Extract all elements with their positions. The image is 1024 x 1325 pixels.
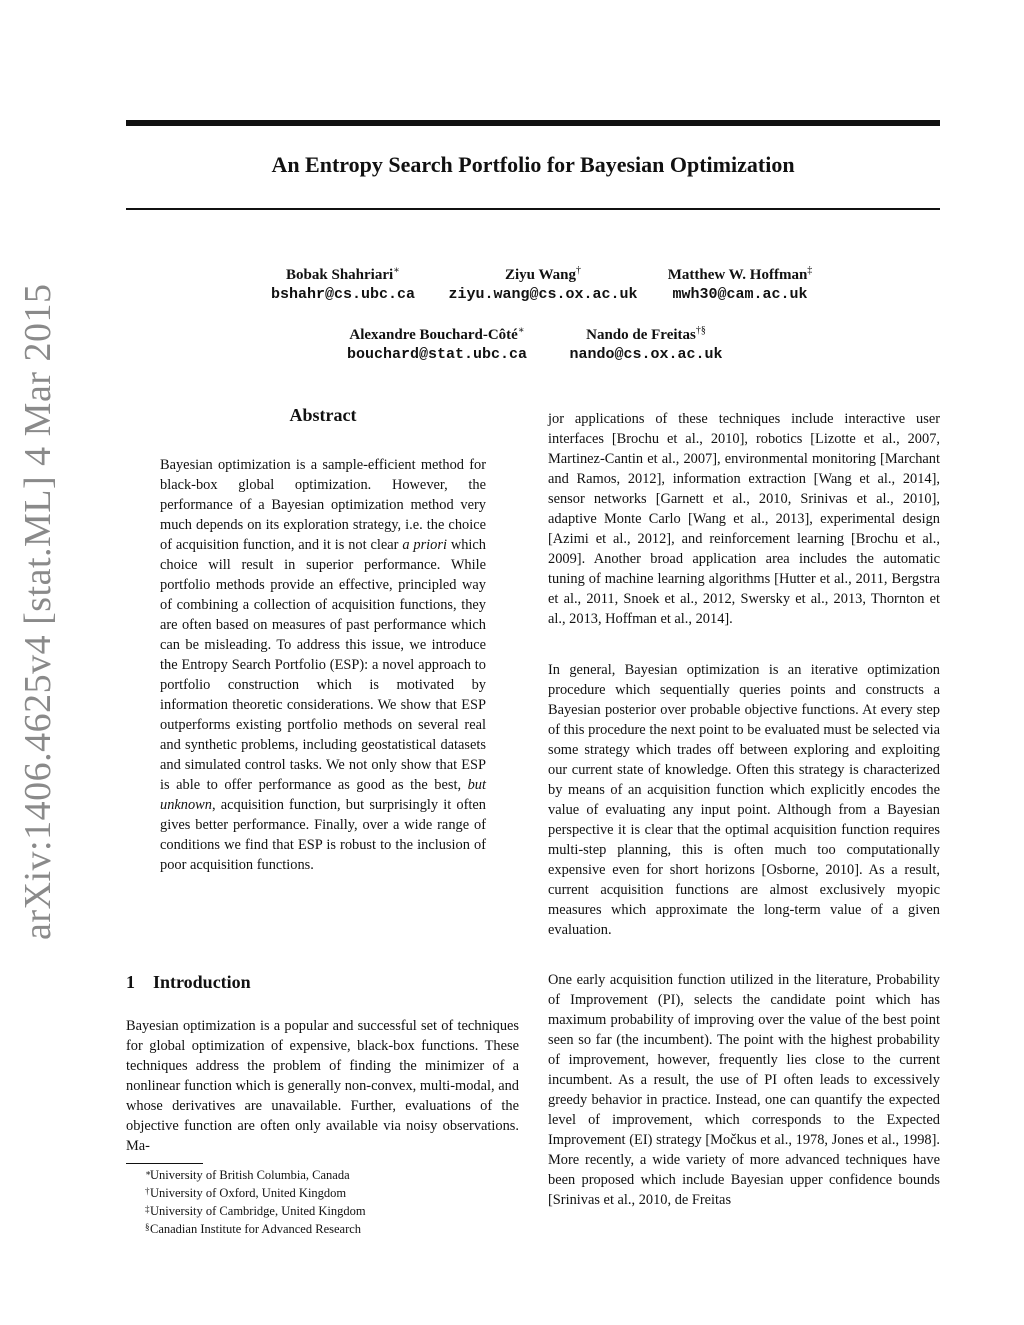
abstract-text-part: , acquisition function, but surprisingly it often gives better performance. Finally, over a wide range of conditions we find that ESP is robust to the inclusion of poor acquisition functions. (160, 797, 486, 873)
author-block (548, 325, 744, 363)
author-block (430, 265, 656, 303)
intro-paragraph: Bayesian optimization is a popular and successful set of techniques for global optimization of expensive, black-box functions. These techniques address the problem of finding the minimizer of a nonlinear function which is generally non-convex, multi-modal, and whose derivatives are unavailable. Further, evaluations of the objective function are often only available via noisy observations. Ma- (126, 1018, 519, 1154)
footnote-text: University of Cambridge, United Kingdom (150, 1204, 366, 1218)
abstract-emphasis: a priori (402, 537, 447, 553)
right-paragraph-1: jor applications of these techniques include interactive user interfaces [Brochu et al., 2010], robotics [Lizotte et al., 2007, Martinez-Cantin et al., 2007], environmental monitoring [Marchant and Ramos, 2012], information extraction [Wang et al., 2014], sensor networks [Garnett et al., 2010, Srinivas et al., 2010], adaptive Monte Carlo [Wang et al., 2013], experimental design [Azimi et al., 2012], and reinforcement learning [Brochu et al., 2009]. Another broad application area includes the automatic tuning of machine learning algorithms [Hutter et al., 2011, Bergstra et al., 2011, Snoek et al., 2012, Swersky et al., 2013, Thornton et al., 2013, Hoffman et al., 2014]. (548, 411, 940, 627)
paper-title: An Entropy Search Portfolio for Bayesian Optimization (271, 152, 795, 177)
author-name: Ziyu Wang (504, 267, 576, 283)
section-number: 1 (126, 972, 135, 992)
author-name: Matthew W. Hoffman (667, 267, 808, 283)
author-mark: ∗ (393, 265, 400, 276)
footnote (145, 1184, 366, 1202)
author-name: Nando de Freitas (586, 327, 696, 343)
footnote-text: University of British Columbia, Canada (150, 1168, 350, 1182)
author-name: Bobak Shahriari (286, 267, 394, 283)
author-name: Alexandre Bouchard-Côté (349, 327, 518, 343)
footnote (145, 1202, 366, 1220)
arxiv-stamp: arXiv:1406.4625v4 [stat.ML] 4 Mar 2015 (17, 283, 59, 940)
author-block (230, 265, 456, 303)
author-email: nando@cs.ox.ac.uk (569, 346, 723, 363)
footnote (145, 1166, 366, 1184)
author-mark: ∗ (517, 325, 525, 336)
footnote-mark: ‡ (145, 1204, 150, 1214)
author-email: ziyu.wang@cs.ox.ac.uk (448, 286, 638, 303)
author-block (326, 325, 548, 363)
abstract-heading: Abstract (289, 405, 357, 425)
footnote-text: Canadian Institute for Advanced Research (150, 1222, 362, 1236)
author-email: mwh30@cam.ac.uk (672, 286, 808, 303)
right-paragraph-2: In general, Bayesian optimization is an iterative optimization procedure which sequentially queries points and constructs a Bayesian posterior over probable objective functions. At every step of this procedure the next point to be evaluated must be selected via some strategy which trades off between exploring and exploiting our current state of knowledge. Often this strategy is characterized by means of an acquisition function which explicitly encodes the value of evaluating any input point. Although from a Bayesian perspective it is clear that the optimal acquisition function requires multi-step planning, this is often much too computationally expensive even for short horizons [Osborne, 2010]. As a result, current acquisition functions are almost exclusively myopic measures which approximate the long-term value of a given evaluation. (548, 662, 940, 938)
footnote-mark: ∗ (145, 1168, 152, 1178)
abstract-text (160, 455, 486, 875)
author-mark: † (576, 265, 581, 276)
section-heading (126, 972, 251, 993)
footnote-mark: † (145, 1186, 150, 1196)
footnote-rule (126, 1163, 203, 1164)
abstract-text-part: Bayesian optimization is a sample-efficient method for black-box global optimization. However, the performance of a Bayesian optimization method very much depends on its exploration strategy, i.e. the choice of acquisition function, and it is not clear (160, 457, 486, 553)
footnote-text: University of Oxford, United Kingdom (150, 1186, 347, 1200)
abstract-text-part: which choice will result in superior performance. While portfolio methods provide an effective, principled way of combining a collection of acquisition functions, they are often based on measures of past performance which can be misleading. To address this issue, we introduce the Entropy Search Portfolio (ESP): a novel approach to portfolio construction which is motivated by information theoretic considerations. We show that ESP outperforms existing portfolio methods on several real and synthetic problems, including geostatistical datasets and simulated control tasks. We not only show that ESP is able to offer performance as good as the best, (160, 537, 486, 793)
title-top-rule (126, 120, 940, 126)
title-bottom-rule (126, 208, 940, 210)
author-mark: †§ (695, 325, 706, 336)
footnote (145, 1220, 366, 1238)
footnote-mark: § (145, 1222, 150, 1232)
footnotes (145, 1166, 366, 1238)
section-title: Introduction (153, 972, 251, 992)
author-mark: ‡ (807, 265, 813, 276)
author-block (640, 265, 840, 303)
right-paragraph-3: One early acquisition function utilized in the literature, Probability of Improvement (PI), selects the candidate point which has maximum probability of improving over the value of the best point seen so far (the incumbent). The point with the highest probability of improvement, however, frequently lies close to the current incumbent. As a result, the use of PI often leads to excessively greedy behavior in practice. Instead, one can quantify the expected level of improvement, which corresponds to the Expected Improvement (EI) strategy [Močkus et al., 1978, Jones et al., 1998]. More recently, a wide variety of more advanced techniques have been proposed which include Bayesian upper confidence bounds [Srinivas et al., 2010, de Freitas (548, 972, 940, 1208)
author-email: bshahr@cs.ubc.ca (270, 286, 416, 303)
author-email: bouchard@stat.ubc.ca (346, 346, 528, 363)
abstract-emphasis: but unknown (160, 777, 486, 813)
